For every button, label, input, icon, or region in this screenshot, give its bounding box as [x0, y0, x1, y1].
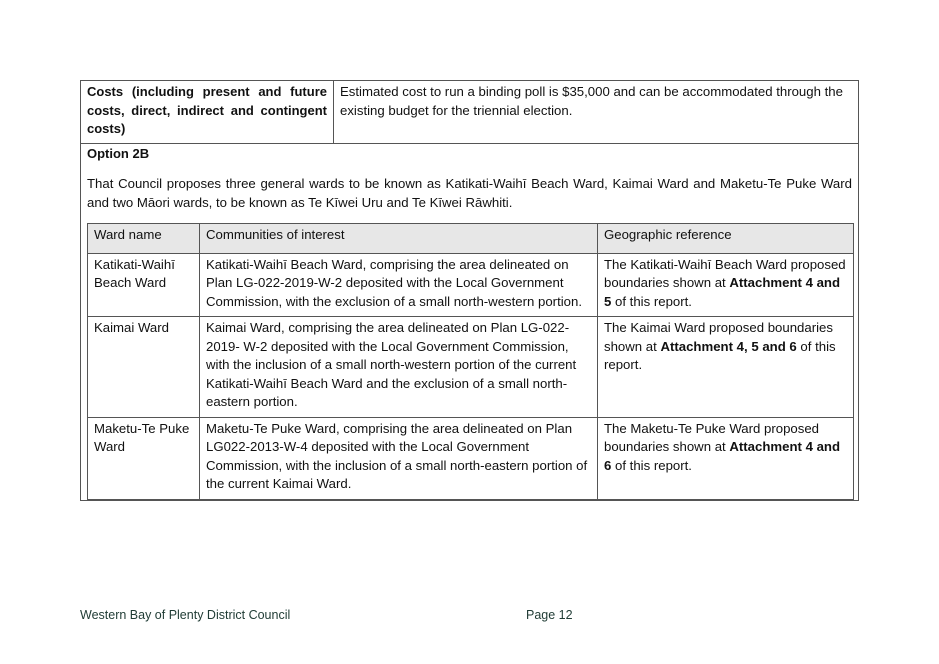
geographic-reference-cell: [598, 417, 854, 499]
table-row: [88, 253, 854, 317]
option-section: [81, 144, 858, 500]
communities-cell: Katikati-Waihī Beach Ward, comprising the area delineated on Plan LG-022-2019-W-2 deposited with the Local Government Commission, with the exclusion of a small north-western portion.: [200, 253, 598, 317]
footer-org: Western Bay of Plenty District Council: [80, 608, 291, 622]
geographic-reference-cell: [598, 317, 854, 418]
table-row: [88, 417, 854, 499]
costs-value: Estimated cost to run a binding poll is $35,000 and can be accommodated through the existing budget for the triennial election.: [340, 84, 843, 118]
ward-name-cell: Kaimai Ward: [88, 317, 200, 418]
option-description: That Council proposes three general wards to be known as Katikati-Waihī Beach Ward, Kaimai Ward and Maketu-Te Puke Ward and two Māori wards, to be known as Te Kīwei Uru and Te Kīwei Rāwhiti.: [87, 176, 852, 210]
options-table: [80, 80, 859, 501]
attachment-ref: Attachment 4, 5 and 6: [660, 338, 797, 354]
communities-cell: Maketu-Te Puke Ward, comprising the area delineated on Plan LG022-2013-W-4 deposited with the Local Government Commission, with the inclusion of a small north-eastern portion of the current Kaimai Ward.: [200, 417, 598, 499]
geo-text: The Katikati-Waihī Beach Ward proposed boundaries shown at: [604, 256, 846, 290]
ward-name-cell: Katikati-Waihī Beach Ward: [88, 253, 200, 317]
wards-header-row: [88, 224, 854, 254]
geo-text: The Maketu-Te Puke Ward proposed boundaries shown at: [604, 420, 820, 454]
costs-label: Costs (including present and future costs, direct, indirect and contingent costs): [81, 81, 334, 143]
header-ward-name: Ward name: [88, 224, 200, 254]
wards-table: [87, 223, 854, 500]
footer-page-number: Page 12: [526, 608, 573, 622]
costs-row: [81, 81, 858, 144]
table-row: [88, 317, 854, 418]
header-geographic-reference: Geographic reference: [598, 224, 854, 254]
communities-cell: Kaimai Ward, comprising the area delineated on Plan LG-022-2019- W-2 deposited with the Local Government Commission, with the inclusion of a small north-western portion of the current Katikati-Waihī Beach Ward and the exclusion of a small north-eastern portion.: [200, 317, 598, 418]
ward-name-cell: Maketu-Te Puke Ward: [88, 417, 200, 499]
attachment-ref: Attachment 4 and 6: [604, 439, 841, 473]
geographic-reference-cell: [598, 253, 854, 317]
option-title: Option 2B: [87, 145, 150, 161]
header-communities: Communities of interest: [200, 224, 598, 254]
geo-text-end: of this report.: [611, 293, 692, 309]
geo-text-end: of this report.: [604, 338, 836, 372]
geo-text: The Kaimai Ward proposed boundaries shown at: [604, 320, 833, 354]
geo-text-end: of this report.: [611, 457, 692, 473]
attachment-ref: Attachment 4 and 5: [604, 275, 841, 309]
